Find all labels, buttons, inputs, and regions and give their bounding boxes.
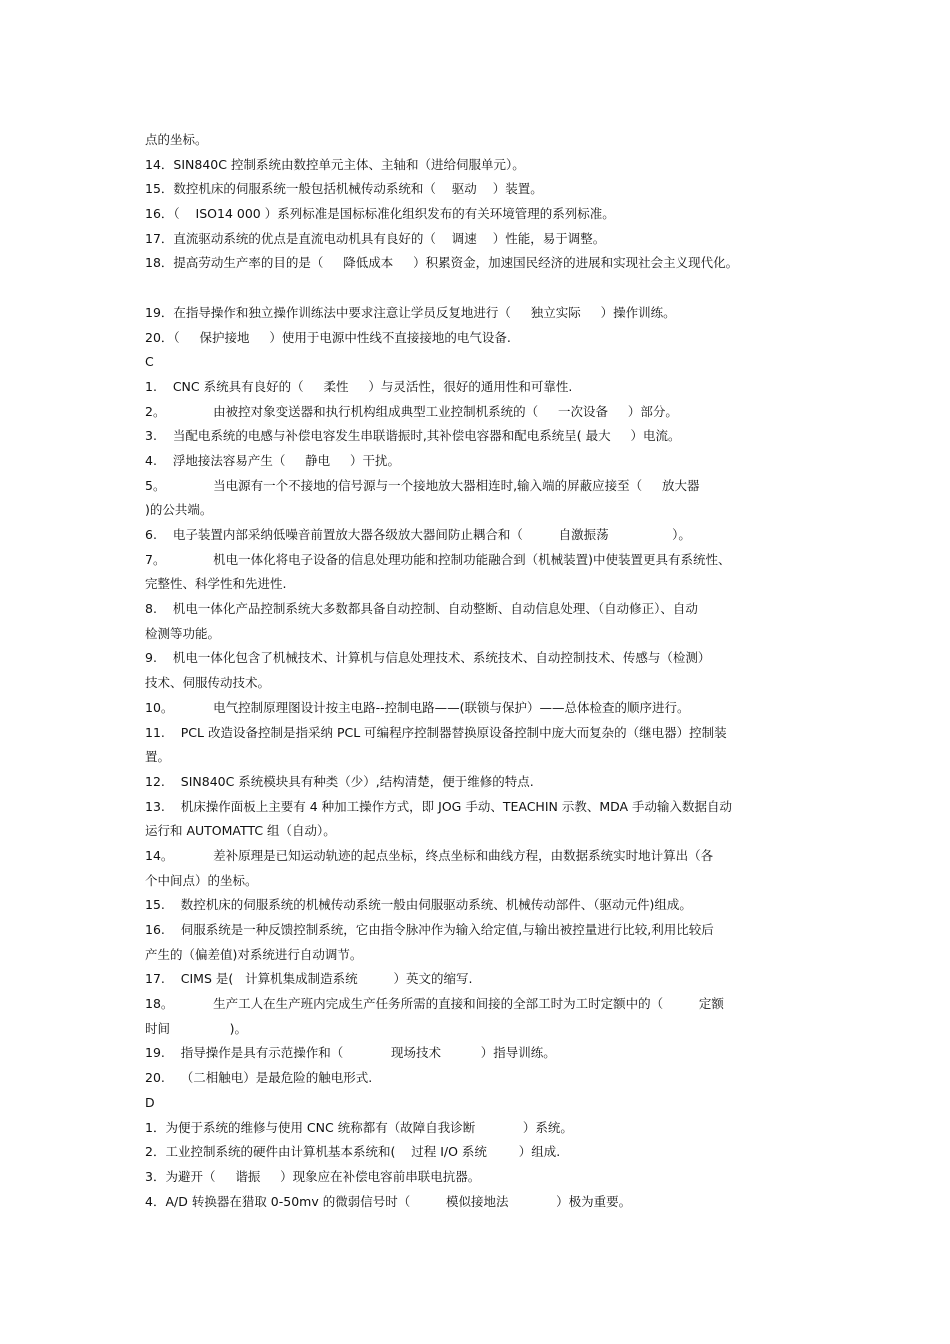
text-line: 置。 — [145, 749, 171, 765]
text-line: 9. 机电一体化包含了机械技术、计算机与信息处理技术、系统技术、自动控制技术、传感与（检测） — [145, 650, 711, 666]
text-line: 15．数控机床的伺服系统一般包括机械传动系统和（ 驱动 ）装置。 — [145, 181, 543, 197]
text-line: 14。 差补原理是已知运动轨迹的起点坐标，终点坐标和曲线方程，由数据系统实时地计算出（各 — [145, 847, 714, 863]
text-line: 18。 生产工人在生产班内完成生产任务所需的直接和间接的全部工时为工时定额中的（ 定额 — [145, 996, 724, 1012]
text-line: 技术、伺服传动技术。 — [145, 675, 271, 691]
text-line: 2．工业控制系统的硬件由计算机基本系统和( 过程 I/O 系统 ）组成. — [145, 1144, 561, 1160]
text-line: 12. SIN840C 系统模块具有种类（少）,结构清楚，便于维修的特点. — [145, 773, 534, 789]
text-line: 20. （二相触电）是最危险的触电形式. — [145, 1070, 373, 1086]
text-line: 11. PCL 改造设备控制是指采纳 PCL 可编程序控制器替换原设备控制中庞大而复杂的（继电器）控制装 — [145, 724, 727, 740]
text-line: 产生的（偏差值)对系统进行自动调节。 — [145, 946, 363, 962]
text-line: )的公共端。 — [145, 502, 213, 518]
text-line: 点的坐标。 — [145, 132, 208, 147]
section-heading: C — [145, 354, 154, 370]
text-line: 19. 指导操作是具有示范操作和（ 现场技术 ）指导训练。 — [145, 1045, 556, 1061]
blank-line — [145, 276, 825, 301]
text-line: 8. 机电一体化产品控制系统大多数都具备自动控制、自动整断、自动信息处理、（自动修正）、自动 — [145, 601, 698, 617]
text-line: 5。 当电源有一个不接地的信号源与一个接地放大器相连时,输入端的屏蔽应接至（ 放大器 — [145, 477, 700, 493]
text-line: 13. 机床操作面板上主要有 4 种加工操作方式，即 JOG 手动、TEACHIN 示教、MDA 手动输入数据自动 — [145, 798, 733, 814]
text-line: 10。 电气控制原理图设计按主电路--控制电路——(联锁与保护）——总体检查的顺序进行。 — [145, 699, 690, 715]
text-line: 7。 机电一体化将电子设备的信息处理功能和控制功能融合到（机械装置)中使装置更具有系统性、 — [145, 551, 731, 567]
text-line: 运行和 AUTOMATTC 组（自动）。 — [145, 823, 336, 839]
text-line: 15. 数控机床的伺服系统的机械传动系统一般由伺服驱动系统、机械传动部件、（驱动元件)组成。 — [145, 897, 692, 913]
text-line: 18．提高劳动生产率的目的是（ 降低成本 ）积累资金，加速国民经济的进展和实现社会主义现代化。 — [145, 255, 739, 271]
text-line: 19．在指导操作和独立操作训练法中要求注意让学员反复地进行（ 独立实际 ）操作训练。 — [145, 304, 676, 320]
section-heading: D — [145, 1094, 155, 1110]
text-line: 2。 由被控对象变送器和执行机构组成典型工业控制机系统的（ 一次设备 ）部分。 — [145, 403, 678, 419]
text-line: 3．为避开（ 谐振 ）现象应在补偿电容前串联电抗器。 — [145, 1168, 481, 1184]
text-line: 4. 浮地接法容易产生（ 静电 ）干扰。 — [145, 452, 401, 468]
text-line: 4．A/D 转换器在猎取 0-50mv 的微弱信号时（ 模似接地法 ）极为重要。 — [145, 1193, 632, 1209]
text-line: 1．为便于系统的维修与使用 CNC 统称都有（故障自我诊断 ）系统。 — [145, 1119, 573, 1135]
text-line: 14．SIN840C 控制系统由数控单元主体、主轴和（进给伺服单元）。 — [145, 156, 525, 172]
text-line: 16. 伺服系统是一种反馈控制系统，它由指令脉冲作为输入给定值,与输出被控量进行比较,利用比较后 — [145, 922, 714, 937]
text-line: 3. 当配电系统的电感与补偿电容发生串联谐振时,其补偿电容器和配电系统呈( 最大 ）电流。 — [145, 428, 681, 444]
text-line: 20．（ 保护接地 ）使用于电源中性线不直接接地的电气设备. — [145, 329, 511, 345]
text-line: 检测等功能。 — [145, 625, 221, 641]
text-line: 时间 )。 — [145, 1020, 247, 1036]
text-line: 6. 电子装置内部采纳低噪音前置放大器各级放大器间防止耦合和（ 自激振荡 ）。 — [145, 527, 691, 542]
document-body — [145, 128, 825, 1214]
text-line: 17．直流驱动系统的优点是直流电动机具有良好的（ 调速 ）性能，易于调整。 — [145, 230, 606, 246]
text-line: 个中间点）的坐标。 — [145, 872, 258, 888]
text-line: 16．（ ISO14 000 ）系列标准是国标标准化组织发布的有关环境管理的系列标准。 — [145, 206, 615, 222]
text-line: 1. CNC 系统具有良好的（ 柔性 ）与灵活性，很好的通用性和可靠性. — [145, 378, 573, 394]
text-line: 17. CIMS 是( 计算机集成制造系统 ）英文的缩写. — [145, 971, 473, 987]
text-line: 完整性、科学性和先进性. — [145, 576, 287, 592]
